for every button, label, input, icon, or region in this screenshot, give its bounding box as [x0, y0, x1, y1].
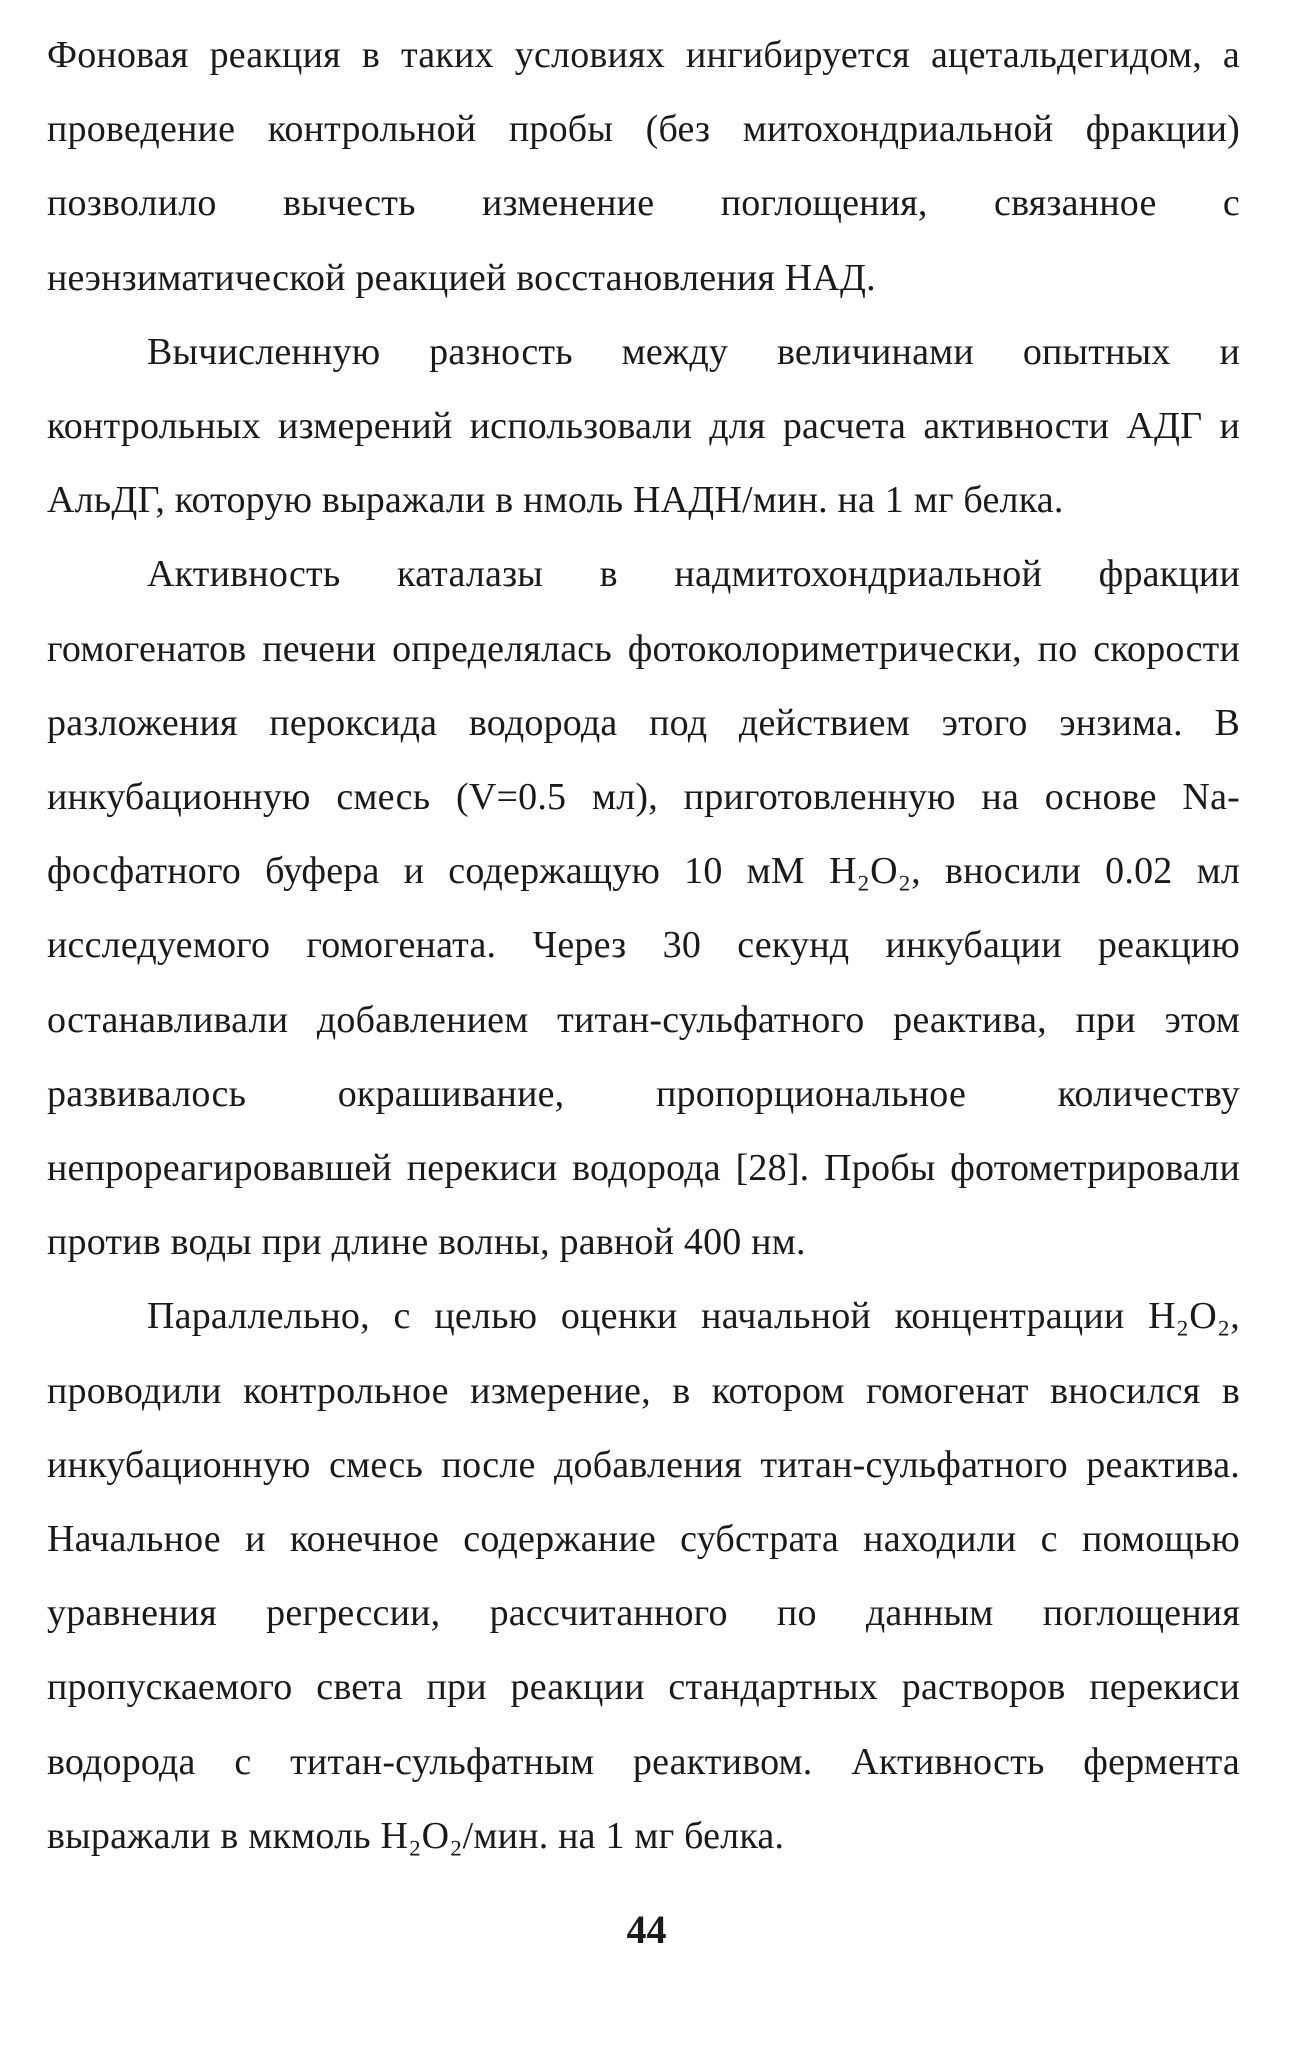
- paragraph-catalase-activity: Активность каталазы в надмитохондриальной фракции гомогенатов печени определялась фотоколориметрически, по скорости разложения пероксида водорода под действием этого энзима. В инкубационную смесь (V=0.5 мл), приготовленную на основе Na-фосфатного буфера и содержащую 10 мМ H₂O₂, вносили 0.02 мл исследуемого гомогената. Через 30 секунд инкубации реакцию останавливали добавлением титан-сульфатного реактива, при этом развивалось окрашивание, пропорциональное количеству непрореагировавшей перекиси водорода [28]. Пробы фотометрировали против воды при длине волны, равной 400 нм.: [47, 553, 1240, 1264]
- paragraph-adh-aldh-activity: Вычисленную разность между величинами опытных и контрольных измерений использовали для расчета активности АДГ и АльДГ, которую выражали в нмоль НАДН/мин. на 1 мг белка.: [47, 330, 1240, 522]
- page-number: 44: [626, 1907, 667, 1952]
- paragraph-background-reaction: Фоновая реакция в таких условиях ингибируется ацетальдегидом, а проведение контрольной пробы (без митохондриальной фракции) позволило вычесть изменение поглощения, связанное с неэнзиматической реакцией восстановления НАД.: [47, 34, 1240, 299]
- document-page: [47, 18, 1240, 1873]
- paragraph-control-measurement: Параллельно, с целью оценки начальной концентрации H₂O₂, проводили контрольное измерение, в котором гомогенат вносился в инкубационную смесь после добавления титан-сульфатного реактива. Начальное и конечное содержание субстрата находили с помощью уравнения регрессии, рассчитанного по данным поглощения пропускаемого света при реакции стандартных растворов перекиси водорода с титан-сульфатным реактивом. Активность фермента выражали в мкмоль H₂O₂/мин. на 1 мг белка.: [47, 1295, 1240, 1857]
